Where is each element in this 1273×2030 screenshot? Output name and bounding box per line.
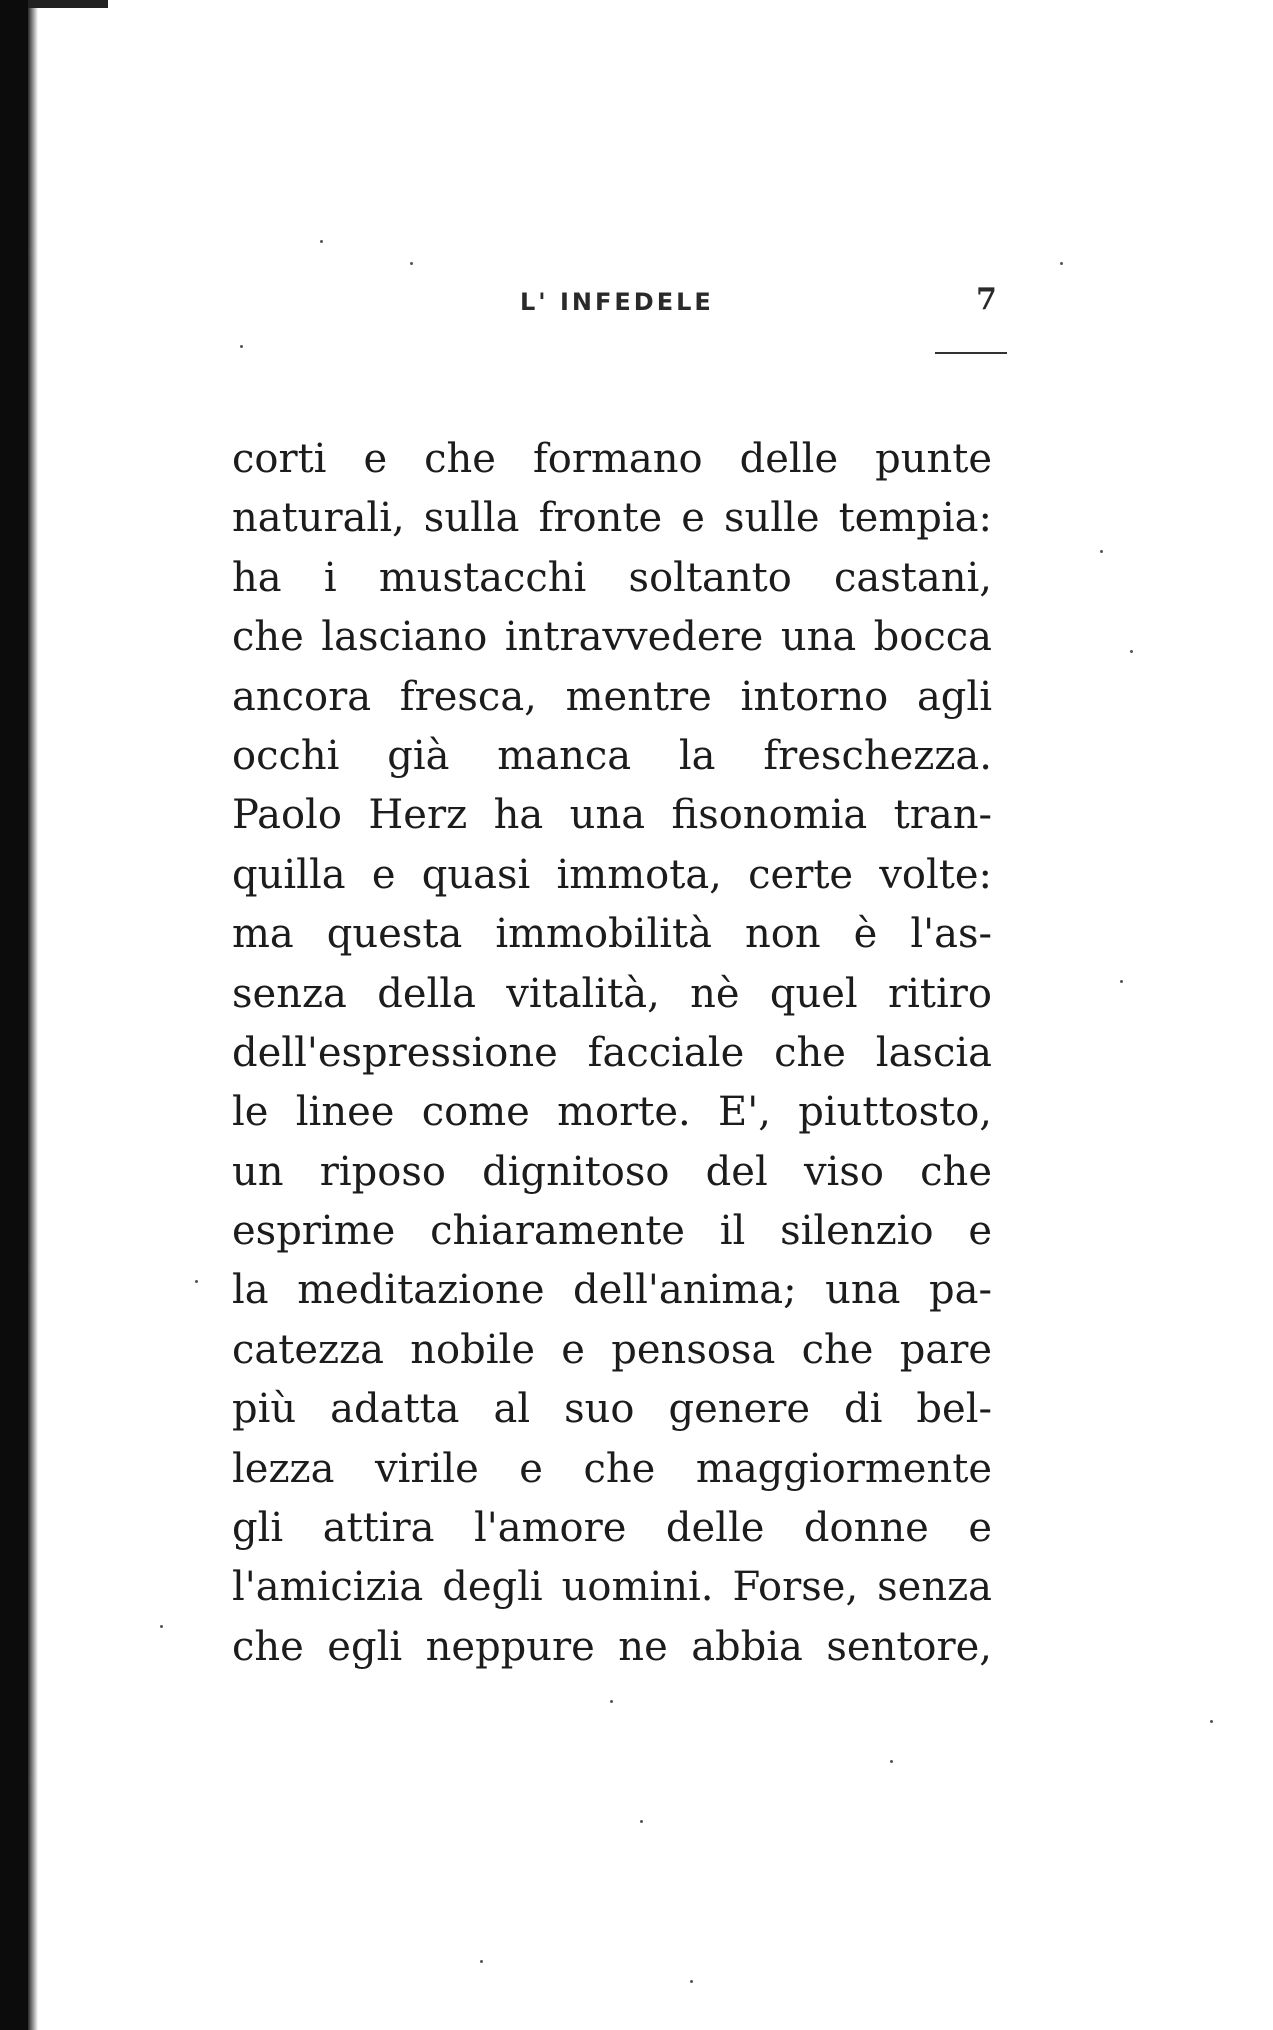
scan-speck: [1060, 262, 1063, 265]
text-line: corti e che formano delle punte: [232, 436, 992, 482]
scan-speck: [160, 1625, 163, 1628]
text-line: dell'espressione facciale che lascia: [232, 1029, 992, 1076]
scan-speck: [1120, 980, 1123, 983]
text-line: senza della vitalità, nè quel ritiro: [232, 970, 992, 1017]
running-title: L' INFEDELE: [520, 288, 714, 316]
header-rule: [935, 352, 1007, 354]
page-header: [0, 282, 1273, 328]
page-number: 7: [976, 282, 997, 317]
scan-speck: [690, 1980, 693, 1983]
text-line: l'amicizia degli uomini. Forse, senza: [232, 1564, 992, 1611]
scan-edge-mark: [28, 0, 108, 8]
scan-speck: [195, 1280, 198, 1283]
text-line: quilla e quasi immota, certe volte:: [232, 851, 992, 898]
scan-speck: [610, 1700, 613, 1703]
scan-speck: [1100, 550, 1103, 553]
scan-speck: [1130, 650, 1133, 653]
text-line: ma questa immobilità non è l'as-: [232, 911, 992, 958]
text-line: più adatta al suo genere di bel-: [232, 1386, 992, 1433]
text-line: ha i mustacchi soltanto castani,: [232, 554, 992, 601]
scan-speck: [1210, 1720, 1213, 1723]
text-line: un riposo dignitoso del viso che: [232, 1148, 992, 1195]
text-line: ancora fresca, mentre intorno agli: [232, 673, 992, 720]
text-line: le linee come morte. E', piuttosto,: [232, 1089, 992, 1136]
text-line: la meditazione dell'anima; una pa-: [232, 1267, 992, 1314]
scan-speck: [410, 262, 413, 265]
body-paragraph: [232, 430, 992, 1677]
text-line: naturali, sulla fronte e sulle tempia:: [232, 495, 992, 542]
text-line: Paolo Herz ha una fisonomia tran-: [232, 792, 992, 839]
text-line: che egli neppure ne abbia sentore,: [232, 1623, 992, 1670]
scan-speck: [320, 240, 323, 243]
scan-speck: [480, 1960, 483, 1963]
text-line: lezza virile e che maggiormente: [232, 1445, 992, 1492]
text-line: catezza nobile e pensosa che pare: [232, 1326, 992, 1373]
scan-speck: [890, 1760, 893, 1763]
scan-speck: [240, 345, 243, 348]
text-line: esprime chiaramente il silenzio e: [232, 1208, 992, 1255]
text-line: occhi già manca la freschezza.: [232, 732, 992, 779]
text-line: che lasciano intravvedere una bocca: [232, 614, 992, 661]
scan-speck: [640, 1820, 643, 1823]
text-line: gli attira l'amore delle donne e: [232, 1505, 992, 1552]
